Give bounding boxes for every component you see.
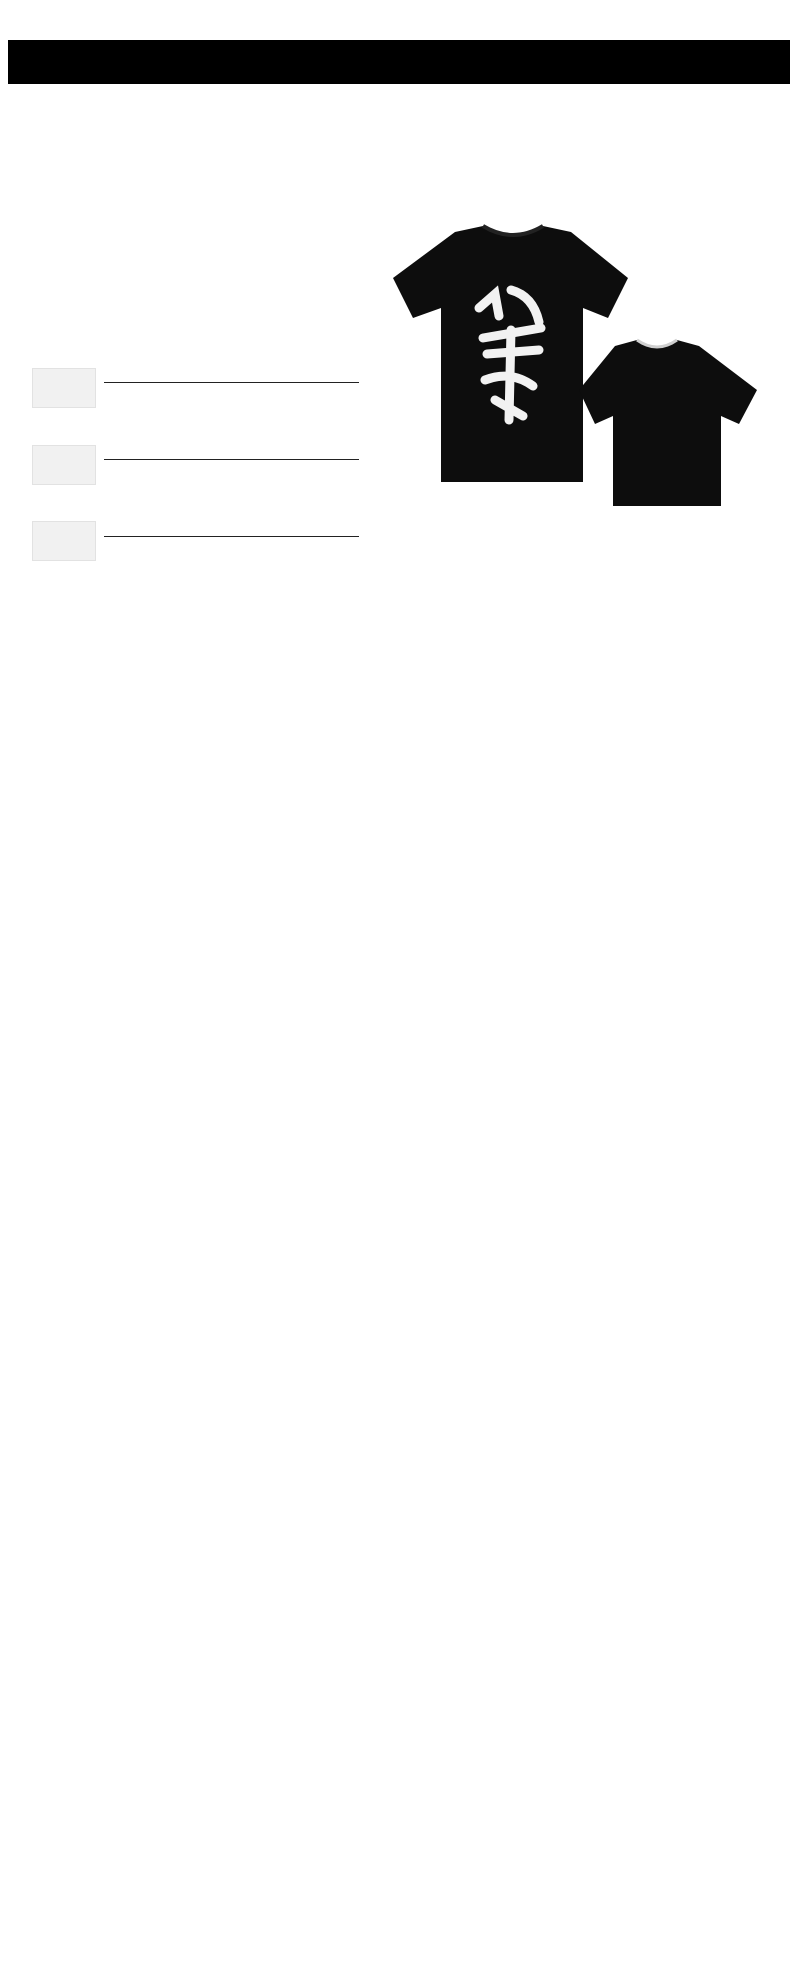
scale-label-elasticity	[32, 445, 96, 485]
scale-line	[104, 459, 359, 460]
scale-label-softness	[32, 521, 96, 561]
scale-label-thickness	[32, 368, 96, 408]
product-tshirt-image	[383, 220, 763, 520]
header-accent	[0, 40, 8, 84]
small-tshirt	[579, 340, 757, 506]
scale-line	[104, 382, 359, 383]
large-tshirt	[393, 226, 628, 482]
section-header	[0, 40, 790, 84]
scale-line	[104, 536, 359, 537]
